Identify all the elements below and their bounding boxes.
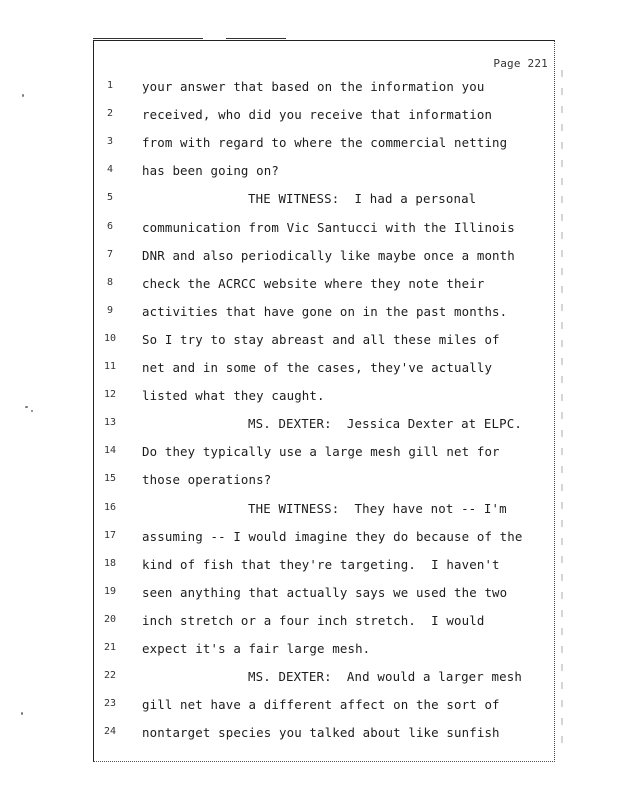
line-text: THE WITNESS: They have not -- I'm (248, 500, 507, 516)
transcript-line (94, 472, 554, 492)
line-number: 15 (103, 473, 117, 485)
line-text: Do they typically use a large mesh gill net for (142, 444, 500, 460)
line-text: net and in some of the cases, they've actually (142, 360, 493, 375)
transcript-line (94, 107, 554, 127)
line-number: 20 (103, 613, 117, 625)
line-number: 8 (106, 276, 114, 288)
transcript-line (94, 163, 554, 183)
line-number: 17 (103, 529, 117, 541)
scan-mark-top-right (226, 38, 286, 39)
line-number: 16 (103, 501, 117, 513)
line-text: your answer that based on the information you (142, 79, 485, 94)
transcript-line (94, 332, 554, 352)
scan-mark-top-left (93, 38, 203, 39)
line-text: has been going on? (142, 163, 279, 179)
line-text: So I try to stay abreast and all these miles of (142, 331, 500, 347)
transcript-line (94, 191, 554, 211)
transcript-line (94, 276, 554, 296)
line-text: those operations? (142, 472, 272, 488)
transcript-line (94, 585, 554, 605)
line-number: 4 (106, 164, 114, 176)
line-number: 24 (103, 726, 117, 738)
line-text: seen anything that actually says we used the two (142, 584, 508, 600)
line-text: received, who did you receive that information (142, 107, 493, 123)
line-text: from with regard to where the commercial netting (142, 135, 508, 151)
transcript-line (94, 669, 554, 689)
scan-speck (25, 406, 28, 408)
line-number: 10 (103, 332, 117, 344)
scan-speck (31, 410, 33, 412)
transcript-line (94, 697, 554, 717)
page-number: Page 221 (493, 57, 548, 70)
transcript-line (94, 444, 554, 464)
line-text: kind of fish that they're targeting. I haven't (142, 556, 500, 572)
scan-right-edge-dots (561, 70, 563, 750)
line-text: MS. DEXTER: And would a larger mesh (248, 669, 522, 685)
line-number: 11 (103, 361, 117, 372)
transcript-line (94, 416, 554, 436)
line-number: 18 (103, 557, 117, 569)
transcript-line (94, 529, 554, 549)
line-number: 12 (103, 389, 117, 401)
line-number: 9 (106, 304, 114, 316)
line-text: check the ACRCC website where they note their (142, 275, 485, 291)
transcript-line (94, 641, 554, 661)
line-number: 13 (103, 417, 117, 429)
line-text: listed what they caught. (142, 388, 325, 404)
line-number: 6 (106, 220, 114, 232)
line-number: 7 (106, 248, 114, 260)
transcript-line (94, 304, 554, 324)
line-text: expect it's a fair large mesh. (142, 641, 371, 656)
line-number: 5 (106, 192, 114, 204)
line-number: 2 (106, 108, 114, 120)
line-text: assuming -- I would imagine they do because of the (142, 528, 523, 544)
line-number: 19 (103, 585, 117, 597)
scan-speck (22, 94, 24, 97)
line-number: 22 (103, 670, 117, 682)
transcript-page (93, 40, 555, 762)
line-text: communication from Vic Santucci with the Illinois (142, 219, 515, 235)
transcript-line (94, 557, 554, 577)
line-text: activities that have gone on in the past months. (142, 303, 508, 319)
transcript-line (94, 725, 554, 745)
transcript-line (94, 501, 554, 521)
line-text: nontarget species you talked about like sunfish (142, 725, 500, 741)
line-text: gill net have a different affect on the sort of (142, 697, 500, 713)
transcript-line (94, 360, 554, 380)
line-number: 23 (103, 698, 117, 710)
transcript-line (94, 79, 554, 99)
transcript-line (94, 248, 554, 268)
transcript-line (94, 220, 554, 240)
line-text: DNR and also periodically like maybe once a month (142, 247, 515, 263)
line-text: inch stretch or a four inch stretch. I would (142, 612, 485, 628)
line-number: 3 (106, 136, 114, 148)
line-number: 1 (106, 80, 114, 91)
transcript-line (94, 613, 554, 633)
line-number: 14 (103, 445, 117, 457)
transcript-line (94, 135, 554, 155)
line-number: 21 (103, 642, 117, 653)
transcript-line (94, 388, 554, 408)
line-text: MS. DEXTER: Jessica Dexter at ELPC. (248, 416, 522, 432)
scan-speck (21, 712, 23, 715)
line-text: THE WITNESS: I had a personal (248, 191, 477, 207)
